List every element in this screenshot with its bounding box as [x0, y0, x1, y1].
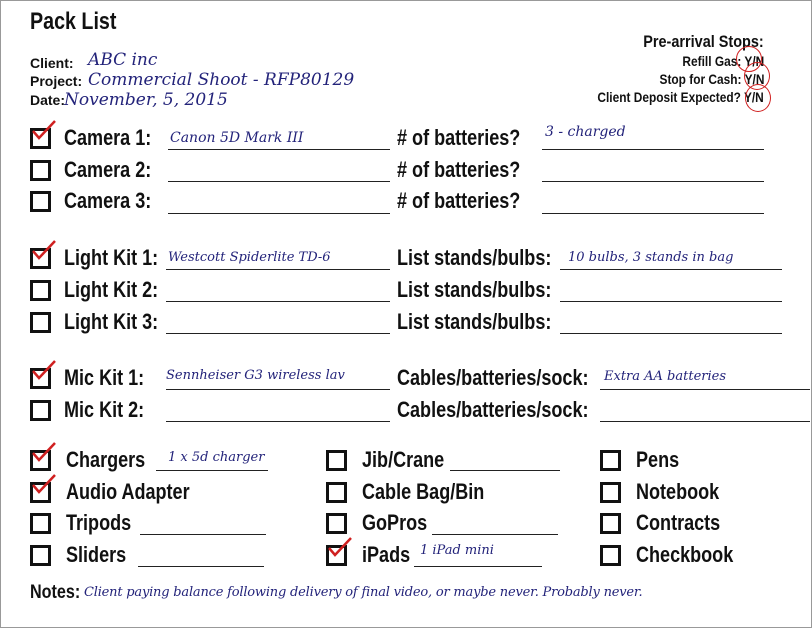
ipads-label: iPads — [362, 542, 411, 567]
camera-2-batteries-label: # of batteries? — [397, 157, 521, 182]
camera-3-batteries-field[interactable] — [542, 213, 764, 214]
page-title: Pack List — [30, 8, 117, 35]
camera-2-label: Camera 2: — [64, 157, 152, 182]
light-2-stands-label: List stands/bulbs: — [397, 277, 552, 302]
mic-2-cables-field[interactable] — [600, 421, 810, 422]
pens-checkbox[interactable] — [600, 450, 621, 471]
pens-label: Pens — [636, 447, 680, 472]
project-value[interactable]: Commercial Shoot - RFP80129 — [88, 70, 355, 90]
camera-2-checkbox[interactable] — [30, 160, 51, 181]
pre-arrival-heading: Pre-arrival Stops: — [643, 32, 764, 51]
ipads-field[interactable] — [414, 566, 542, 567]
sliders-label: Sliders — [66, 542, 127, 567]
camera-3-label: Camera 3: — [64, 188, 152, 213]
date-value[interactable]: November, 5, 2015 — [64, 90, 228, 110]
light-3-field[interactable] — [166, 333, 390, 334]
camera-1-batteries-label: # of batteries? — [397, 125, 521, 150]
camera-1-value: Canon 5D Mark III — [170, 130, 304, 146]
light-1-label: Light Kit 1: — [64, 245, 159, 270]
jib-crane-field[interactable] — [450, 470, 560, 471]
light-2-stands-field[interactable] — [560, 301, 782, 302]
tripods-field[interactable] — [140, 534, 266, 535]
jib-crane-label: Jib/Crane — [362, 447, 445, 472]
chargers-check-icon — [31, 441, 57, 463]
light-1-field[interactable] — [166, 269, 390, 270]
light-3-checkbox[interactable] — [30, 312, 51, 333]
sliders-field[interactable] — [138, 566, 264, 567]
mic-1-cables-label: Cables/batteries/sock: — [397, 365, 589, 390]
checkbook-checkbox[interactable] — [600, 545, 621, 566]
chargers-value: 1 x 5d charger — [168, 450, 265, 465]
project-label: Project: — [30, 73, 83, 89]
cable-bag-label: Cable Bag/Bin — [362, 479, 485, 504]
stop-for-cash-question: Stop for Cash: Y/N — [659, 71, 764, 87]
light-2-label: Light Kit 2: — [64, 277, 159, 302]
notebook-checkbox[interactable] — [600, 482, 621, 503]
sliders-checkbox[interactable] — [30, 545, 51, 566]
notebook-label: Notebook — [636, 479, 720, 504]
audio-adapter-check-icon — [31, 473, 57, 495]
mic-1-label: Mic Kit 1: — [64, 365, 145, 390]
light-2-field[interactable] — [166, 301, 390, 302]
camera-1-check-icon — [31, 119, 57, 141]
camera-1-field[interactable] — [168, 149, 390, 150]
mic-2-checkbox[interactable] — [30, 400, 51, 421]
ipads-value: 1 iPad mini — [420, 543, 494, 558]
audio-adapter-label: Audio Adapter — [66, 479, 190, 504]
camera-2-field[interactable] — [168, 181, 390, 182]
date-label: Date: — [30, 92, 66, 108]
client-deposit-question: Client Deposit Expected? Y/N — [597, 89, 764, 105]
mic-1-cables-field[interactable] — [600, 389, 810, 390]
mic-1-value: Sennheiser G3 wireless lav — [166, 368, 345, 383]
gopros-checkbox[interactable] — [326, 513, 347, 534]
chargers-label: Chargers — [66, 447, 146, 472]
light-1-stands-value: 10 bulbs, 3 stands in bag — [568, 250, 734, 265]
contracts-checkbox[interactable] — [600, 513, 621, 534]
refill-gas-question: Refill Gas: Y/N — [682, 53, 764, 69]
camera-1-batteries-value: 3 - charged — [545, 124, 626, 140]
ipads-check-icon — [327, 536, 353, 558]
contracts-label: Contracts — [636, 510, 721, 535]
client-deposit-answer-circle — [745, 84, 771, 112]
mic-2-field[interactable] — [166, 421, 390, 422]
light-1-check-icon — [31, 239, 57, 261]
tripods-label: Tripods — [66, 510, 132, 535]
jib-crane-checkbox[interactable] — [326, 450, 347, 471]
checkbook-label: Checkbook — [636, 542, 734, 567]
gopros-field[interactable] — [432, 534, 558, 535]
light-2-checkbox[interactable] — [30, 280, 51, 301]
mic-1-check-icon — [31, 359, 57, 381]
light-3-stands-field[interactable] — [560, 333, 782, 334]
camera-2-batteries-field[interactable] — [542, 181, 764, 182]
light-3-label: Light Kit 3: — [64, 309, 159, 334]
light-3-stands-label: List stands/bulbs: — [397, 309, 552, 334]
light-1-stands-label: List stands/bulbs: — [397, 245, 552, 270]
chargers-field[interactable] — [156, 470, 268, 471]
notes-label: Notes: — [30, 582, 81, 603]
camera-3-checkbox[interactable] — [30, 191, 51, 212]
camera-3-batteries-label: # of batteries? — [397, 188, 521, 213]
camera-1-batteries-field[interactable] — [542, 149, 764, 150]
camera-3-field[interactable] — [168, 213, 390, 214]
gopros-label: GoPros — [362, 510, 428, 535]
mic-2-label: Mic Kit 2: — [64, 397, 145, 422]
mic-1-cables-value: Extra AA batteries — [604, 369, 727, 384]
notes-value[interactable]: Client paying balance following delivery of final video, or maybe never. Probably never. — [84, 585, 643, 600]
light-1-stands-field[interactable] — [560, 269, 782, 270]
client-value[interactable]: ABC inc — [88, 50, 158, 70]
client-label: Client: — [30, 55, 74, 71]
tripods-checkbox[interactable] — [30, 513, 51, 534]
mic-2-cables-label: Cables/batteries/sock: — [397, 397, 589, 422]
light-1-value: Westcott Spiderlite TD-6 — [168, 250, 331, 265]
mic-1-field[interactable] — [166, 389, 390, 390]
camera-1-label: Camera 1: — [64, 125, 152, 150]
cable-bag-checkbox[interactable] — [326, 482, 347, 503]
